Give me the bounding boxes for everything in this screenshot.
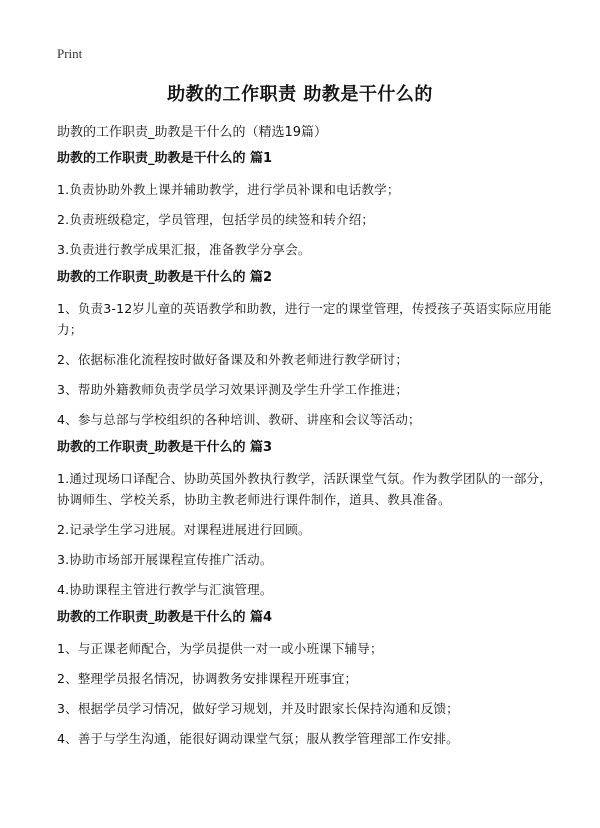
section-heading: 助教的工作职责_助教是干什么的 篇3	[57, 440, 273, 455]
list-item: 2、整理学员报名情况，协调教务安排课程开班事宜；	[57, 671, 358, 686]
list-item: 1.负责协助外教上课并辅助教学，进行学员补课和电话教学；	[57, 182, 400, 197]
list-item: 1、负责3-12岁儿童的英语教学和助教，进行一定的课堂管理，传授孩子英语实际应用能力；	[57, 301, 552, 337]
section-heading: 助教的工作职责_助教是干什么的 篇4	[57, 610, 273, 625]
list-item: 3.协助市场部开展课程宣传推广活动。	[57, 552, 273, 567]
list-item: 3.负责进行教学成果汇报，准备教学分享会。	[57, 242, 311, 257]
document-body	[57, 150, 557, 758]
list-item: 3、根据学员学习情况，做好学习规划，并及时跟家长保持沟通和反馈；	[57, 701, 459, 716]
list-item: 2.记录学生学习进展。对课程进展进行回顾。	[57, 522, 311, 537]
list-item: 2、依据标准化流程按时做好备课及和外教老师进行教学研讨；	[57, 352, 409, 367]
section-3	[57, 439, 557, 600]
list-item: 2.负责班级稳定，学员管理，包括学员的续签和转介绍；	[57, 212, 375, 227]
list-item: 4、善于与学生沟通，能很好调动课堂气氛；服从教学管理部工作安排。	[57, 731, 459, 746]
section-heading: 助教的工作职责_助教是干什么的 篇2	[57, 270, 273, 285]
document-title: 助教的工作职责 助教是干什么的	[167, 84, 433, 105]
section-4	[57, 609, 557, 749]
list-item: 3、帮助外籍教师负责学员学习效果评测及学生升学工作推进；	[57, 382, 409, 397]
list-item: 1、与正课老师配合，为学员提供一对一或小班课下辅导；	[57, 641, 383, 656]
list-item: 4.协助课程主管进行教学与汇演管理。	[57, 582, 273, 597]
section-heading: 助教的工作职责_助教是干什么的 篇1	[57, 151, 273, 166]
document-intro: 助教的工作职责_助教是干什么的（精选19篇）	[57, 125, 328, 140]
section-1	[57, 150, 557, 260]
print-label: Print	[57, 46, 83, 61]
section-2	[57, 269, 557, 430]
list-item: 4、参与总部与学校组织的各种培训、教研、讲座和会议等活动；	[57, 412, 421, 427]
list-item: 1.通过现场口译配合、协助英国外教执行教学，活跃课堂气氛。作为教学团队的一部分，协调师生、学校关系，协助主教老师进行课件制作，道具、教具准备。	[57, 471, 552, 507]
